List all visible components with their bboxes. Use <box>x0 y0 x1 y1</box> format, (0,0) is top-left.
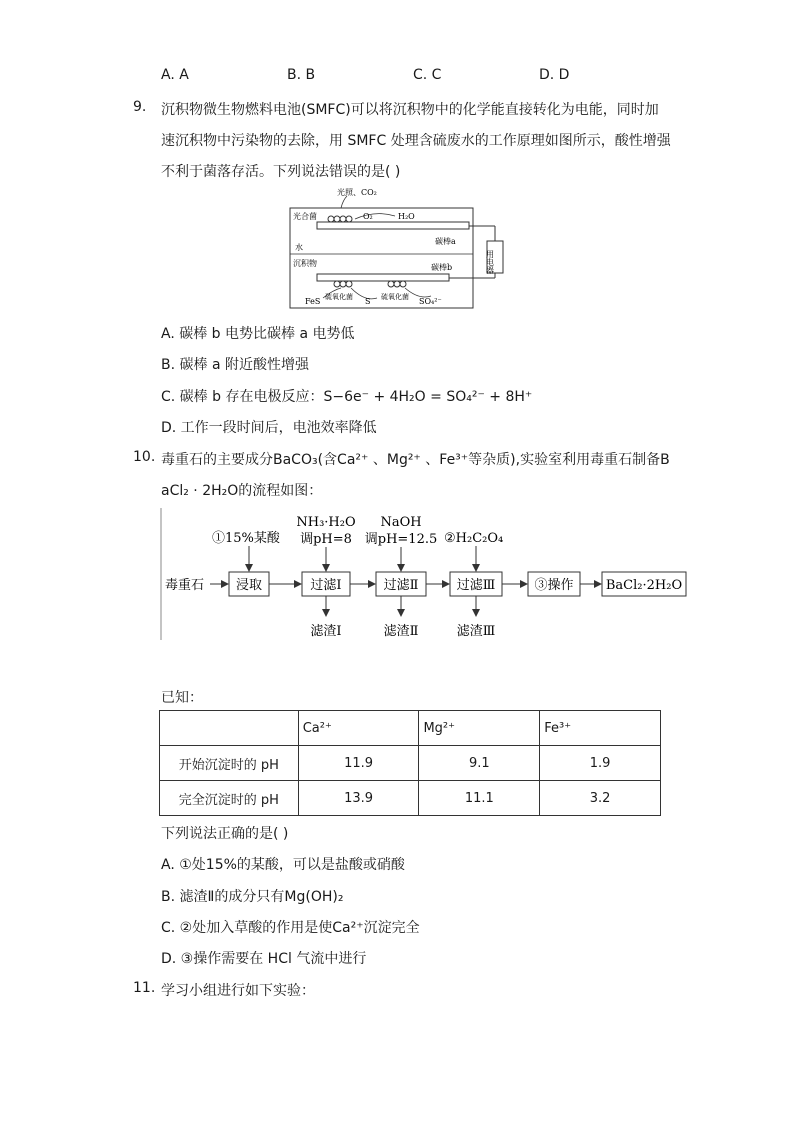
table-header-cell: Mg²⁺ <box>419 711 540 746</box>
reagent-naoh-line1: NaOH <box>380 515 422 530</box>
smfc-diagram <box>285 186 515 311</box>
table-row <box>160 746 661 781</box>
q11-number: 11. <box>133 980 156 996</box>
q9-option-d[interactable]: D. 工作一段时间后，电池效率降低 <box>161 420 377 436</box>
carbon-rod-a <box>317 222 469 229</box>
table-header-cell: Ca²⁺ <box>298 711 419 746</box>
known-label: 已知： <box>161 690 203 706</box>
table-cell: 13.9 <box>298 781 419 816</box>
label-so4: SO₄²⁻ <box>419 297 442 306</box>
q9-stem-line3: 不利于菌落存活。下列说法错误的是( ) <box>161 164 401 180</box>
label-fes: FeS <box>305 297 321 306</box>
step-operation: ③操作 <box>534 578 574 593</box>
q9-number: 9. <box>133 99 147 115</box>
table-cell: 11.1 <box>419 781 540 816</box>
reagent-oxalic: ②H₂C₂O₄ <box>444 531 504 546</box>
q10-stem-line2: aCl₂ · 2H₂O的流程如图： <box>161 483 323 499</box>
label-sulfur-bacteria-1: 硫氧化菌 <box>325 293 353 301</box>
carbon-rod-b <box>317 274 449 281</box>
flow-product: BaCl₂·2H₂O <box>605 578 683 593</box>
q10-option-b[interactable]: B. 滤渣Ⅱ的成分只有Mg(OH)₂ <box>161 889 344 905</box>
table-cell: 开始沉淀时的 pH <box>160 746 299 781</box>
label-s: S <box>365 297 371 306</box>
label-h2o: H₂O <box>398 212 415 221</box>
q9-option-b[interactable]: B. 碳棒 a 附近酸性增强 <box>161 357 309 373</box>
photo-bacteria-coils <box>328 216 352 222</box>
q9-option-c[interactable]: C. 碳棒 b 存在电极反应：S−6e⁻ + 4H₂O = SO₄²⁻ + 8H⁺ <box>161 389 533 405</box>
table-cell: 完全沉淀时的 pH <box>160 781 299 816</box>
q8-option-d[interactable]: D. D <box>539 67 570 83</box>
q10-option-c[interactable]: C. ②处加入草酸的作用是使Ca²⁺沉淀完全 <box>161 920 420 936</box>
q9-stem-line2: 速沉积物中污染物的去除，用 SMFC 处理含硫废水的工作原理如图所示，酸性增强 <box>161 133 671 149</box>
light-arrow <box>341 196 347 208</box>
label-water: 水 <box>295 243 303 252</box>
reagent-ammonia-line1: NH₃·H₂O <box>296 515 356 530</box>
q8-option-b[interactable]: B. B <box>287 67 316 83</box>
q9-option-a[interactable]: A. 碳棒 b 电势比碳棒 a 电势低 <box>161 326 355 342</box>
s-arrow <box>351 288 377 299</box>
label-o2: O₂ <box>363 212 373 221</box>
flow-start: 毒重石 <box>165 578 205 593</box>
q10-stem-line1: 毒重石的主要成分BaCO₃(含Ca²⁺ 、Mg²⁺ 、Fe³⁺等杂质),实验室利用毒重石制备B <box>161 452 670 468</box>
table-cell: 3.2 <box>540 781 661 816</box>
label-appliance: 用电器 <box>485 250 495 274</box>
step-filter1: 过滤Ⅰ <box>310 578 342 593</box>
reagent-naoh-line2: 调pH=12.5 <box>364 532 438 547</box>
q10-question: 下列说法正确的是( ) <box>161 826 289 842</box>
q10-number: 10. <box>133 449 156 465</box>
q10-option-d[interactable]: D. ③操作需要在 HCl 气流中进行 <box>161 951 367 967</box>
q9-stem-line1: 沉积物微生物燃料电池(SMFC)可以将沉积物中的化学能直接转化为电能，同时加 <box>161 102 659 118</box>
sulfur-bacteria-coils-1 <box>334 281 352 287</box>
step-filter2: 过滤Ⅱ <box>383 578 419 593</box>
precipitation-ph-table <box>159 710 661 816</box>
label-light-co2: 光照、CO₂ <box>337 188 377 197</box>
residue1: 滤渣Ⅰ <box>310 624 342 639</box>
label-photo-bacteria: 光合菌 <box>293 212 317 221</box>
table-cell: 1.9 <box>540 746 661 781</box>
table-header-cell: Fe³⁺ <box>540 711 661 746</box>
table-row <box>160 781 661 816</box>
q10-option-a[interactable]: A. ①处15%的某酸，可以是盐酸或硝酸 <box>161 857 405 873</box>
table-header-cell <box>160 711 299 746</box>
o2-arrow <box>355 214 395 219</box>
label-rod-a: 碳棒a <box>435 237 456 246</box>
label-rod-b: 碳棒b <box>431 263 453 272</box>
table-cell: 11.9 <box>298 746 419 781</box>
table-header-row <box>160 711 661 746</box>
q8-option-c[interactable]: C. C <box>413 67 442 83</box>
residue3: 滤渣Ⅲ <box>456 624 496 639</box>
reagent-ammonia-line2: 调pH=8 <box>300 532 352 547</box>
process-flow-diagram <box>160 506 694 646</box>
step-filter3: 过滤Ⅲ <box>456 578 496 593</box>
reagent-acid: ①15%某酸 <box>212 531 280 546</box>
step-leach: 浸取 <box>235 578 263 593</box>
q11-stem: 学习小组进行如下实验： <box>161 983 315 999</box>
residue2: 滤渣Ⅱ <box>383 624 419 639</box>
label-sulfur-bacteria-2: 硫氧化菌 <box>381 293 409 301</box>
label-sediment: 沉积物 <box>293 259 317 268</box>
table-cell: 9.1 <box>419 746 540 781</box>
q8-option-a[interactable]: A. A <box>161 67 189 83</box>
sulfur-bacteria-coils-2 <box>388 281 406 287</box>
